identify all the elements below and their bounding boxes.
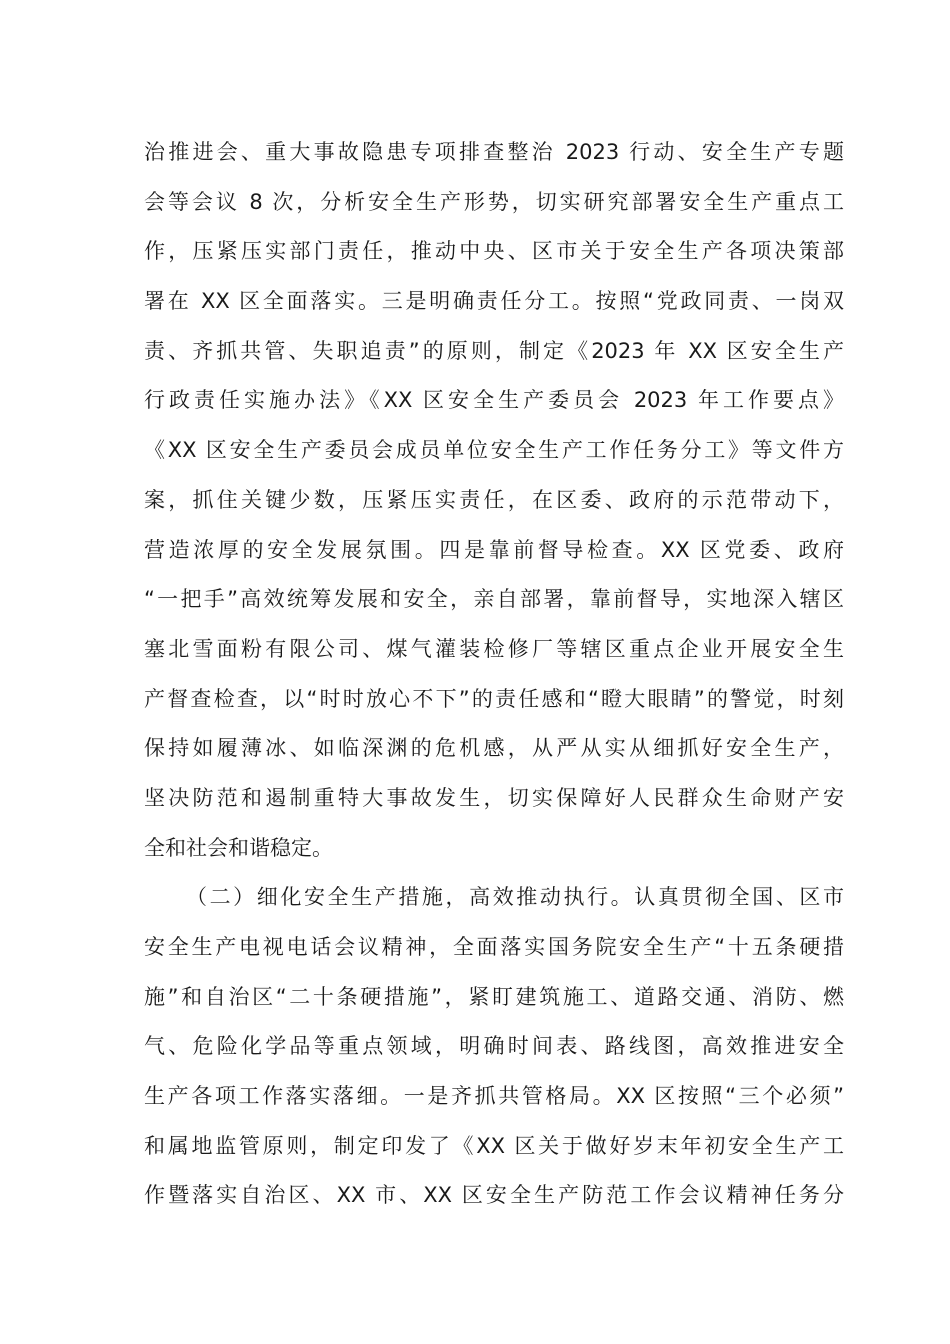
body-text <box>144 128 844 1221</box>
text-line: 营造浓厚的安全发展氛围。四是靠前督导检查。XX 区党委、政府 <box>144 537 844 562</box>
text-line: 《XX 区安全生产委员会成员单位安全生产工作任务分工》等文件方 <box>144 438 844 463</box>
text-line: 行政责任实施办法》《XX 区安全生产委员会 2023 年工作要点》 <box>144 388 844 413</box>
paragraph-end-line: 全和社会和谐稳定。 <box>144 835 333 860</box>
text-line: 作，压紧压实部门责任，推动中央、区市关于安全生产各项决策部 <box>144 239 844 264</box>
text-line: “一把手”高效统筹发展和安全，亲自部署，靠前督导，实地深入辖区 <box>144 587 844 612</box>
text-line: 作暨落实自治区、XX 市、XX 区安全生产防范工作会议精神任务分 <box>144 1183 844 1208</box>
text-line: 气、危险化学品等重点领域，明确时间表、路线图，高效推进安全 <box>144 1034 844 1059</box>
text-line: 案，抓住关键少数，压紧压实责任，在区委、政府的示范带动下， <box>144 487 844 512</box>
text-line: 署在 XX 区全面落实。三是明确责任分工。按照“党政同责、一岗双 <box>144 289 844 314</box>
text-line: 坚决防范和遏制重特大事故发生，切实保障好人民群众生命财产安 <box>144 785 844 810</box>
text-line: 生产各项工作落实落细。一是齐抓共管格局。XX 区按照“三个必须” <box>144 1084 844 1109</box>
text-line: 治推进会、重大事故隐患专项排查整治 2023 行动、安全生产专题 <box>144 140 844 164</box>
text-line: 责、齐抓共管、失职追责”的原则，制定《2023 年 XX 区安全生产 <box>144 338 844 363</box>
text-line: 施”和自治区“二十条硬措施”，紧盯建筑施工、道路交通、消防、燃 <box>144 984 844 1009</box>
text-line: 塞北雪面粉有限公司、煤气灌装检修厂等辖区重点企业开展安全生 <box>144 636 844 661</box>
text-line: 会等会议 8 次，分析安全生产形势，切实研究部署安全生产重点工 <box>144 189 844 214</box>
text-line: 产督查检查，以“时时放心不下”的责任感和“瞪大眼睛”的警觉，时刻 <box>144 686 844 711</box>
text-line: 安全生产电视电话会议精神，全面落实国务院安全生产“十五条硬措 <box>144 935 844 959</box>
section-heading-line: （二）细化安全生产措施，高效推动执行。认真贯彻全国、区市 <box>186 885 844 910</box>
text-line: 和属地监管原则，制定印发了《XX 区关于做好岁末年初安全生产工 <box>144 1133 844 1158</box>
text-line: 保持如履薄冰、如临深渊的危机感，从严从实从细抓好安全生产， <box>144 736 844 761</box>
